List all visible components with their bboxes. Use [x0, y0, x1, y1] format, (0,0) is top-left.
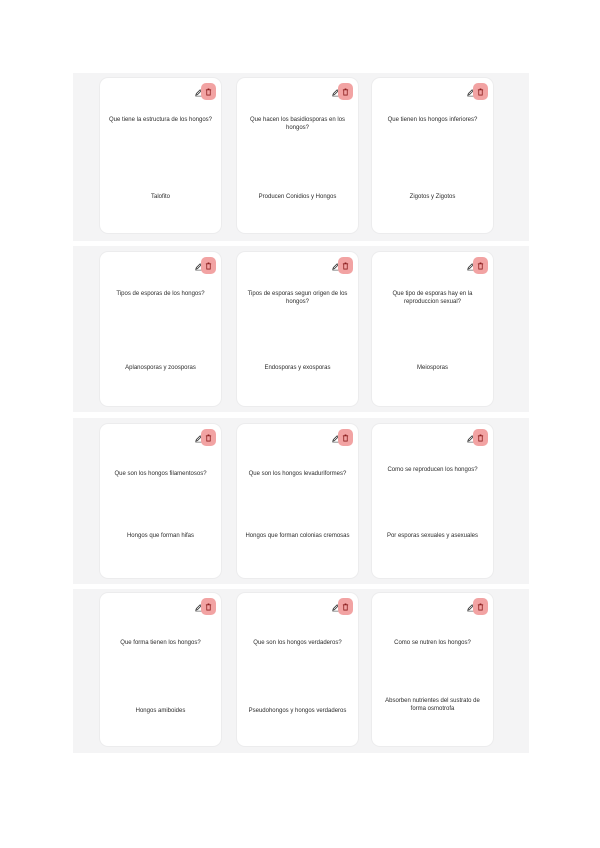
card-answer: Por esporas sexuales y asexuales [386, 533, 479, 539]
flashcard [237, 252, 358, 406]
trash-icon [342, 434, 349, 442]
delete-button[interactable] [338, 429, 353, 446]
card-answer: Meiosporas [416, 365, 448, 371]
card-question: Como se nutren los hongos? [394, 640, 471, 646]
card-question: Que tiene la estructura de los hongos? [108, 117, 213, 123]
card-answer: Hongos que forman hifas [126, 533, 195, 539]
trash-icon [477, 603, 484, 611]
flashcard-page-3 [73, 418, 529, 584]
trash-icon [477, 434, 484, 442]
card-question: Tipos de esporas de los hongos? [116, 291, 205, 297]
flashcard [372, 424, 493, 578]
trash-icon [205, 603, 212, 611]
card-answer: Talofito [150, 194, 170, 200]
card-answer: Pseudohongos y hongos verdaderos [248, 708, 347, 714]
trash-icon [205, 434, 212, 442]
flashcard [237, 424, 358, 578]
card-question: Que tienen los hongos inferiores? [387, 117, 478, 123]
card-answer: Endosporas y exosporas [264, 365, 331, 371]
flashcard [100, 78, 221, 233]
flashcard [237, 78, 358, 233]
delete-button[interactable] [201, 429, 216, 446]
delete-button[interactable] [338, 83, 353, 100]
flashcard [372, 252, 493, 406]
card-question: Que hacen los basidiosporas en los hongos? [249, 117, 346, 131]
delete-button[interactable] [473, 257, 488, 274]
delete-button[interactable] [201, 257, 216, 274]
card-answer: Hongos amiboides [135, 708, 186, 714]
card-question: Que forma tienen los hongos? [120, 640, 201, 646]
card-answer: Aplanosporas y zoosporas [125, 365, 196, 371]
delete-button[interactable] [201, 83, 216, 100]
card-answer: Hongos que forman colonias cremosas [245, 533, 350, 539]
trash-icon [342, 262, 349, 270]
delete-button[interactable] [473, 83, 488, 100]
card-answer: Producen Conidios y Hongos [258, 194, 337, 200]
trash-icon [477, 88, 484, 96]
delete-button[interactable] [473, 598, 488, 615]
flashcard [237, 593, 358, 746]
trash-icon [205, 262, 212, 270]
flashcard [372, 593, 493, 746]
delete-button[interactable] [473, 429, 488, 446]
trash-icon [205, 88, 212, 96]
card-question: Tipos de esporas segun origen de los hongos? [247, 291, 348, 305]
card-question: Que son los hongos verdaderos? [253, 640, 342, 646]
trash-icon [342, 88, 349, 96]
trash-icon [477, 262, 484, 270]
card-question: Que son los hongos levaduriformes? [248, 471, 347, 477]
delete-button[interactable] [201, 598, 216, 615]
trash-icon [342, 603, 349, 611]
card-answer: Absorben nutrientes del sustrato de forma osmotrofa [385, 698, 480, 712]
flashcard [100, 252, 221, 406]
card-question: Que son los hongos filamentosos? [114, 471, 207, 477]
flashcard-page-1 [73, 73, 529, 241]
flashcard-page-2 [73, 246, 529, 412]
card-answer: Zigotos y Zigotos [409, 194, 456, 200]
card-question: Como se reproducen los hongos? [387, 467, 478, 473]
delete-button[interactable] [338, 257, 353, 274]
flashcard [100, 424, 221, 578]
delete-button[interactable] [338, 598, 353, 615]
card-question: Que tipo de esporas hay en la reproduccion sexual? [392, 291, 473, 305]
flashcard [100, 593, 221, 746]
flashcard [372, 78, 493, 233]
flashcard-page-4 [73, 589, 529, 753]
